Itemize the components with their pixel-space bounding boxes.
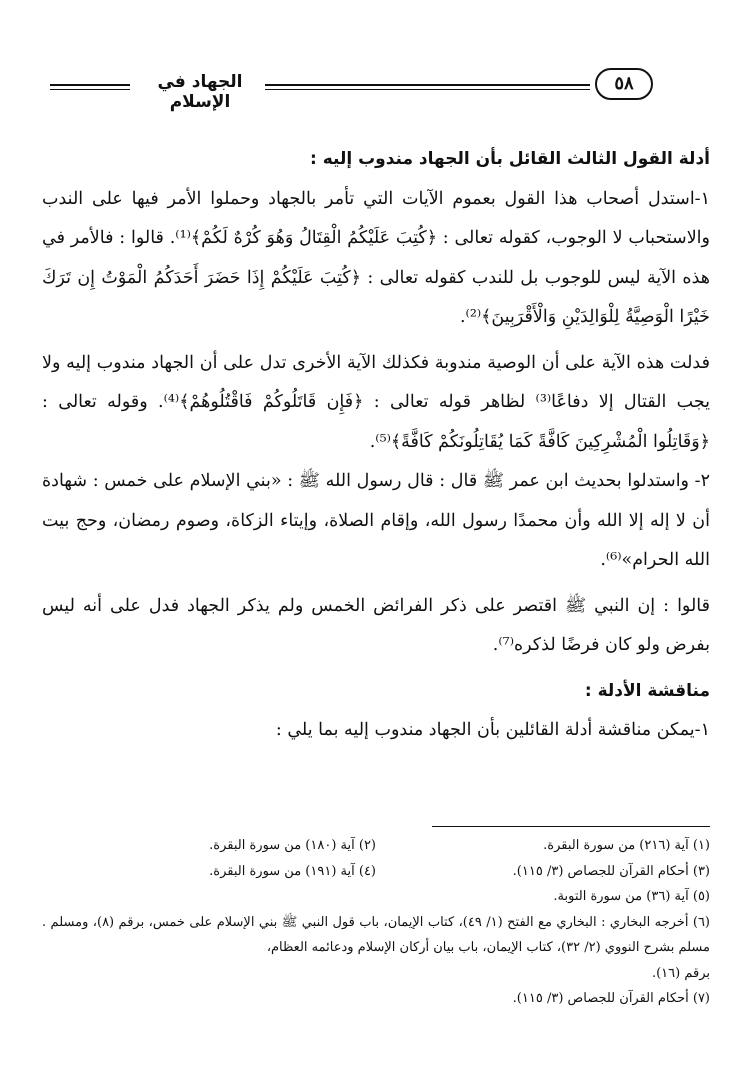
footnote: (٢) آية (١٨٠) من سورة البقرة. [209,838,376,853]
footnote: (١) آية (٢١٦) من سورة البقرة. [543,838,710,853]
footnote: برقم (١٦). [651,965,710,981]
main-text [42,140,710,751]
page-header [50,68,705,112]
footnotes [42,833,710,1012]
footnote-row [42,884,710,910]
footnote-row [42,833,710,859]
section-heading: أدلة القول الثالث القائل بأن الجهاد مندوب إليه : [309,149,710,169]
section-heading: مناقشة الأدلة : [584,680,710,701]
footnote: (٧) أحكام القرآن للجصاص (٣/ ١١٥). [512,991,710,1006]
footnote: (٤) آية (١٩١) من سورة البقرة. [209,863,376,879]
footnote-separator [432,826,710,827]
page-number: ٥٨ [595,68,653,100]
header-rule-left [50,84,130,86]
footnote: (٥) آية (٣٦) من سورة التوبة. [553,889,710,904]
paragraph: ١-استدل أصحاب هذا القول بعموم الآيات التي تأمر بالجهاد وحملوا الأمر فيها على الندب والاستحباب لا الوجوب، كقوله تعالى : ﴿كُتِبَ عَلَيْكُمُ الْقِتَالُ وَهُوَ كُرْهٌ لَكُمْ﴾⁽¹⁾. قالوا : فالأمر في هذه الآية ليس للوجوب بل للندب كقوله تعالى : ﴿كُتِبَ عَلَيْكُمْ إِذَا حَضَرَ أَحَدَكُمُ الْمَوْتُ إِن تَرَكَ خَيْرًا الْوَصِيَّةُ لِلْوَالِدَيْنِ وَالْأَقْرَبِينَ﴾⁽²⁾. [42,188,710,327]
paragraph: ١-يمكن مناقشة أدلة القائلين بأن الجهاد مندوب إليه بما يلي : [275,720,710,740]
header-rule-right [265,84,590,86]
footnote-long [42,910,710,987]
paragraph: قالوا : إن النبي ﷺ اقتصر على ذكر الفرائض الخمس ولم يذكر الجهاد فدل على أنه ليس بفرض ولو كان فرضًا لذكره⁽⁷⁾. [42,595,710,655]
paragraph: فدلت هذه الآية على أن الوصية مندوبة فكذلك الآية الأخرى تدل على أن الجهاد مندوب إليه ولا يجب القتال إلا دفاعًا⁽³⁾ لظاهر قوله تعالى : ﴿فَإِن قَاتَلُوكُمْ فَاقْتُلُوهُمْ﴾⁽⁴⁾. وقوله تعالى : ﴿وَقَاتِلُوا الْمُشْرِكِينَ كَافَّةً كَمَا يُقَاتِلُونَكُمْ كَافَّةً﴾⁽⁵⁾. [42,352,710,452]
paragraph: ٢- واستدلوا بحديث ابن عمر ﷺ قال : قال رسول الله ﷺ : «بني الإسلام على خمس : شهادة أن لا إله إلا الله وأن محمدًا رسول الله، وإقام الصلاة، وإيتاء الزكاة، وصوم رمضان، وحج بيت الله الحرام»⁽⁶⁾. [42,471,710,570]
footnote-row [42,859,710,885]
footnote: (٣) أحكام القرآن للجصاص (٣/ ١١٥). [512,863,710,879]
running-title: الجهاد في الإسلام [157,72,243,112]
footnote: (٦) أخرجه البخاري : البخاري مع الفتح (١/ ٤٩)، كتاب الإيمان، باب قول النبي ﷺ بني الإسلام على خمس، برقم (٨)، ومسلم . مسلم بشرح النووي (٢/ ٣٢)، كتاب الإيمان، باب بيان أركان الإسلام ودعائمه العظام، [42,914,710,955]
